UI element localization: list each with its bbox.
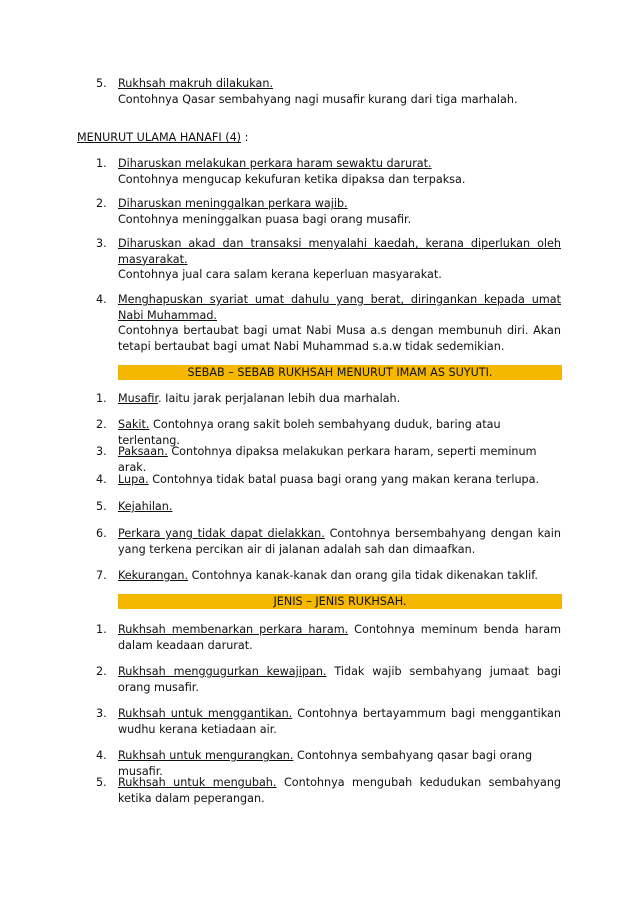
item-example: Contohnya Qasar sembahyang nagi musafir kurang dari tiga marhalah. (118, 92, 518, 106)
item-example: Contohnya bertaubat bagi umat Nabi Musa a.s dengan membunuh diri. Akan tetapi bertaubat bagi umat Nabi Muhammad s.a.w tidak sedemikian. (118, 324, 561, 353)
heading-text: MENURUT ULAMA HANAFI (4) (77, 131, 242, 144)
item-body (118, 526, 561, 557)
item-text: Contohnya tidak batal puasa bagi orang yang makan kerana terlupa. (148, 473, 540, 486)
item-body (118, 391, 561, 407)
item-title: Menghapuskan syariat umat dahulu yang berat, diringankan kepada umat Nabi Muhammad. (118, 293, 561, 322)
item-title: Lupa. (118, 473, 149, 486)
item-body (118, 472, 561, 488)
item-title: Diharuskan akad dan transaksi menyalahi kaedah, kerana diperlukan oleh masyarakat. (118, 237, 561, 266)
item-number: 5. (96, 776, 107, 789)
item-text: Contohnya kanak-kanak dan orang gila tidak dikenakan taklif. (188, 569, 538, 582)
item-text: Contohnya meminum benda haram dalam keadaan darurat. (118, 623, 561, 652)
item-number: 3. (96, 707, 107, 720)
item-title: Rukhsah untuk mengurangkan. (118, 749, 294, 762)
item-title: Sakit. (118, 418, 150, 431)
item-number: 4. (96, 293, 107, 306)
heading-suffix: : (241, 131, 249, 144)
item-body (118, 196, 561, 227)
item-title: Rukhsah untuk menggantikan. (118, 707, 293, 720)
item-number: 1. (96, 623, 107, 636)
item-number: 2. (96, 197, 107, 210)
item-number: 5. (96, 500, 107, 513)
item-title: Rukhsah menggugurkan kewajipan. (118, 665, 327, 678)
section-heading-hanafi (77, 130, 248, 146)
item-number: 5. (96, 77, 107, 90)
item-number: 4. (96, 473, 107, 486)
item-example: Contohnya meninggalkan puasa bagi orang musafir. (118, 212, 412, 226)
item-text: Contohnya mengubah kedudukan sembahyang ketika dalam peperangan. (118, 776, 562, 805)
item-title: Paksaan. (118, 445, 168, 458)
item-body (118, 706, 561, 737)
item-title: Rukhsah makruh dilakukan. (118, 77, 274, 90)
section-bar-jenis: JENIS – JENIS RUKHSAH. (118, 594, 562, 609)
item-example: Contohnya jual cara salam kerana keperluan masyarakat. (118, 268, 442, 281)
item-body (118, 664, 561, 695)
item-text: Contohnya dipaksa melakukan perkara haram, seperti meminum arak. (118, 445, 537, 474)
item-body (118, 292, 561, 354)
item-body (118, 499, 561, 515)
item-title: Diharuskan melakukan perkara haram sewaktu darurat. (118, 157, 432, 170)
item-title: Kekurangan. (118, 569, 189, 582)
section-bar-sebab: SEBAB – SEBAB RUKHSAH MENURUT IMAM AS SUYUTI. (118, 365, 562, 380)
item-body (118, 622, 561, 653)
item-text: Contohnya bertayammum bagi menggantikan wudhu kerana ketiadaan air. (118, 707, 561, 736)
item-text: Contohnya orang sakit boleh sembahyang duduk, baring atau terlentang. (118, 418, 501, 447)
item-number: 4. (96, 749, 107, 762)
item-number: 3. (96, 445, 107, 458)
item-body (118, 76, 561, 107)
item-title: Rukhsah membenarkan perkara haram. (118, 623, 349, 636)
item-example: Contohnya mengucap kekufuran ketika dipaksa dan terpaksa. (118, 172, 466, 186)
item-body (118, 156, 561, 187)
item-number: 2. (96, 665, 107, 678)
item-title: Diharuskan meninggalkan perkara wajib. (118, 197, 348, 210)
item-number: 2. (96, 418, 107, 431)
item-body (118, 775, 561, 806)
item-body (118, 236, 561, 283)
item-number: 1. (96, 157, 107, 170)
item-title: Musafir (118, 392, 159, 405)
item-title: Perkara yang tidak dapat dielakkan. (118, 527, 325, 540)
item-title: Rukhsah untuk mengubah. (118, 776, 277, 789)
item-text: Tidak wajib sembahyang jumaat bagi orang musafir. (118, 665, 561, 694)
item-text: Contohnya bersembahyang dengan kain yang terkena percikan air di jalanan adalah sah dan dimaafkan. (118, 527, 561, 556)
item-body (118, 568, 561, 584)
item-text: . Iaitu jarak perjalanan lebih dua marhalah. (158, 392, 401, 405)
item-number: 6. (96, 527, 107, 540)
item-number: 7. (96, 569, 107, 582)
item-number: 3. (96, 237, 107, 250)
item-body (118, 444, 561, 475)
item-title: Kejahilan. (118, 500, 173, 513)
item-text: Contohnya sembahyang qasar bagi orang musafir. (118, 749, 533, 778)
item-number: 1. (96, 392, 107, 405)
